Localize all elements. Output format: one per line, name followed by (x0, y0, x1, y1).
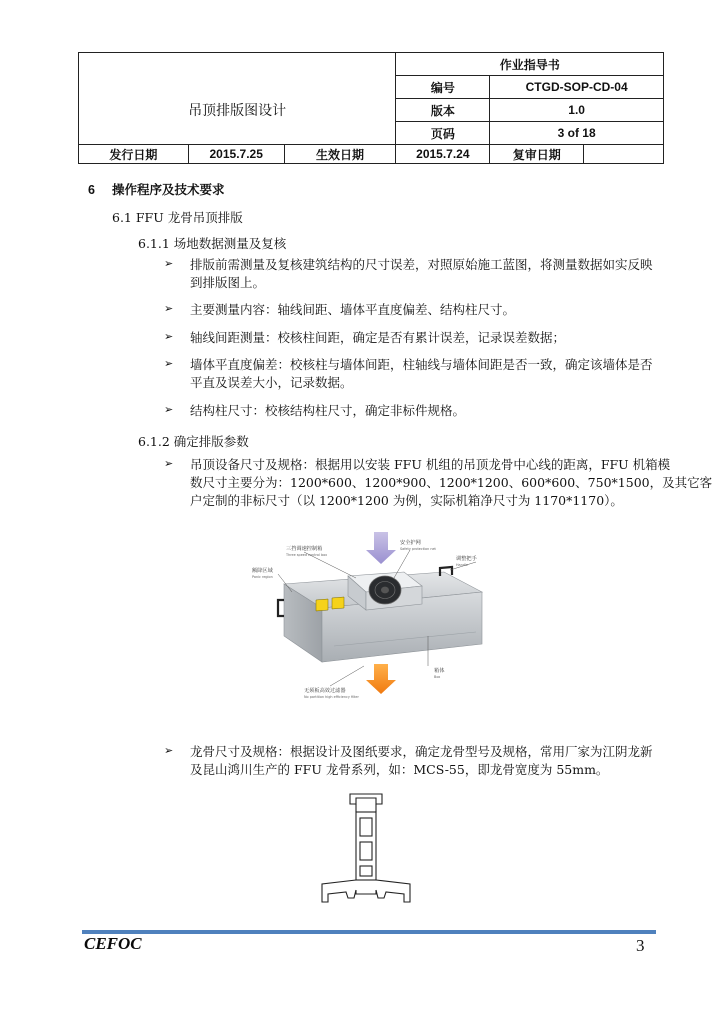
air-intake-arrow (366, 532, 396, 564)
version-label: 版本 (396, 99, 490, 122)
label-box-en: Box (434, 675, 441, 679)
version-value: 1.0 (490, 99, 664, 122)
effective-date-value: 2015.7.24 (396, 145, 490, 164)
document-header-table (78, 52, 664, 164)
ffu-unit-illustration (244, 526, 494, 712)
page-label: 页码 (396, 122, 490, 145)
review-date-value (584, 145, 664, 164)
page-value: 3 of 18 (490, 122, 664, 145)
bullet-icon: ➢ (164, 744, 174, 757)
bullet-icon: ➢ (164, 330, 174, 343)
bullet-icon: ➢ (164, 257, 174, 270)
doc-type: 作业指导书 (396, 53, 664, 76)
code-label: 编号 (396, 76, 490, 99)
bullet-3: 轴线间距测量：校核柱间距，确定是否有累计误差，记录误差数据； (190, 330, 566, 345)
bullet-4-line-1: 墙体平直度偏差：校核柱与墙体间距，柱轴线与墙体间距是否一致，确定该墙体是否 (190, 357, 653, 372)
bullet-6-line-3: 户定制的非标尺寸（以 1200*1200 为例，实际机箱净尺寸为 1170*1170）。 (190, 493, 623, 508)
bullet-5: 结构柱尺寸：校核结构柱尺寸，确定非标件规格。 (190, 403, 466, 418)
label-panic-region: 额降区域 (252, 568, 273, 574)
section-title: 操作程序及技术要求 (112, 183, 225, 197)
label-box: 箱体 (434, 668, 445, 674)
bullet-1-line-2: 到排版图上。 (190, 275, 266, 290)
bullet-1-line-1: 排版前需测量及复核建筑结构的尺寸误差，对照原始施工蓝图，将测量数据如实反映 (190, 257, 653, 272)
footer-logo: CEFOC (84, 934, 142, 953)
section-number: 6 (88, 183, 95, 197)
label-speed-box-en: Three speed control box (286, 553, 328, 557)
bullet-7-line-1: 龙骨尺寸及规格：根据设计及图纸要求，确定龙骨型号及规格，常用厂家为江阴龙新 (190, 744, 653, 759)
label-handle: 调整把手 (456, 556, 477, 562)
bullet-7-line-2: 及昆山鸿川生产的 FFU 龙骨系列，如：MCS-55，即龙骨宽度为 55mm。 (190, 762, 609, 777)
label-safety-net: 安全护网 (400, 540, 421, 546)
code-value: CTGD-SOP-CD-04 (490, 76, 664, 99)
bullet-6-line-1: 吊顶设备尺寸及规格：根据用以安装 FFU 机组的吊顶龙骨中心线的距离，FFU 机箱模 (190, 457, 671, 472)
footer-page-number: 3 (636, 936, 645, 955)
bullet-icon: ➢ (164, 403, 174, 416)
warning-label-icon (316, 599, 328, 611)
effective-date-label: 生效日期 (284, 145, 396, 164)
review-date-label: 复审日期 (490, 145, 584, 164)
bullet-icon: ➢ (164, 457, 174, 470)
warning-label-icon (332, 597, 344, 609)
air-outlet-arrow (366, 664, 396, 694)
issue-date-label: 发行日期 (79, 145, 189, 164)
document-title: 吊顶排版图设计 (79, 53, 396, 145)
footer-rule (82, 930, 656, 934)
bullet-2: 主要测量内容：轴线间距、墙体平直度偏差、结构柱尺寸。 (190, 302, 516, 317)
bullet-4-line-2: 平直及误差大小，记录数据。 (190, 375, 353, 390)
label-speed-box: 三挡调速控制箱 (286, 546, 323, 552)
subsection-6-1-2: 6.1.2 确定排版参数 (138, 434, 249, 449)
issue-date-value: 2015.7.25 (188, 145, 284, 164)
label-filter: 无须板高效过滤器 (304, 688, 346, 694)
label-filter-en: No partition high efficiency filter (304, 695, 359, 699)
label-panic-region-en: Panic region (252, 575, 273, 579)
subsection-6-1: 6.1 FFU 龙骨吊顶排版 (112, 210, 243, 225)
left-handle-icon (278, 600, 284, 616)
bullet-icon: ➢ (164, 302, 174, 315)
subsection-6-1-1: 6.1.1 场地数据测量及复核 (138, 236, 287, 251)
bullet-6-line-2: 数尺寸主要分为：1200*600、1200*900、1200*1200、600*600、750*1500，及其它客 (190, 475, 713, 490)
keel-profile-drawing (318, 790, 414, 908)
bullet-icon: ➢ (164, 357, 174, 370)
label-handle-en: Handle (456, 563, 468, 567)
label-safety-net-en: Safety protection net (400, 547, 436, 551)
